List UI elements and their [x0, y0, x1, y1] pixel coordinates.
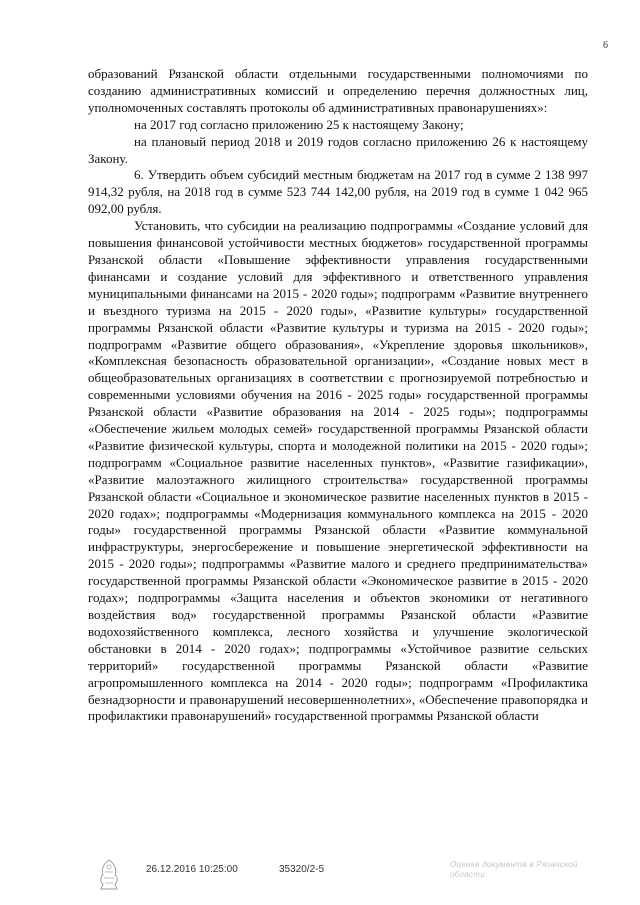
paragraph: 6. Утвердить объем субсидий местным бюджетам на 2017 год в сумме 2 138 997 914,32 рубля, на 2018 год в сумме 523 744 142,00 рубля, на 2019 год в сумме 1 042 965 092,00 рубля.	[88, 167, 588, 217]
paragraph: Установить, что субсидии на реализацию подпрограммы «Создание условий для повышения финансовой устойчивости местных бюджетов» государственной программы Рязанской области «Повышение эффективности управления государственными финансами и создание условий для эффективного и ответственного управления муниципальными финансами на 2015 - 2020 годы»; подпрограмм «Развитие внутреннего и въездного туризма на 2015 - 2020 годы», «Развитие культуры» государственной программы Рязанской области «Развитие культуры и туризма на 2015 - 2020 годы»; подпрограмм «Развитие общего образования», «Укрепление здоровья школьников», «Комплексная безопасность образовательной организации», «Создание новых мест в общеобразовательных организациях в соответствии с прогнозируемой потребностью и современными условиями обучения на 2016 - 2025 годы» государственной программы Рязанской области «Развитие образования на 2014 - 2025 годы»; подпрограммы «Обеспечение жильем молодых семей» государственной программы Рязанской области «Развитие физической культуры, спорта и молодежной политики на 2015 - 2020 годы»; подпрограмм «Социальное развитие населенных пунктов», «Развитие газификации», «Развитие малоэтажного жилищного строительства» государственной программы Рязанской области «Социальное и экономическое развитие населенных пунктов в 2015 - 2020 годах»; подпрограммы «Модернизация коммунального комплекса на 2015 - 2020 годы» государственной программы Рязанской области «Развитие коммунальной инфраструктуры, энергосбережение и повышение энергетической эффективности на 2015 - 2020 годы»; подпрограммы «Развитие малого и среднего предпринимательства» государственной программы Рязанской области «Экономическое развитие в 2015 - 2020 годах»; подпрограммы «Защита населения и объектов экономики от негативного воздействия вод» государственной программы Рязанской области «Развитие водохозяйственного комплекса, лесного хозяйства и улучшение экологической обстановки в 2014 - 2020 годах»; подпрограммы «Устойчивое развитие сельских территорий» государственной программы Рязанской области «Развитие агропромышленного комплекса на 2014 - 2020 годы»; подпрограмм «Профилактика безнадзорности и правонарушений несовершеннолетних», «Обеспечение правопорядка и профилактики правонарушений» государственной программы Рязанской области	[88, 218, 588, 724]
paragraph: на плановый период 2018 и 2019 годов согласно приложению 26 к настоящему Закону.	[88, 133, 588, 166]
footer-timestamp: 26.12.2016 10:25:00	[146, 864, 238, 875]
page-number: 6	[603, 40, 608, 51]
footer-doc-code: 35320/2-5	[279, 864, 325, 875]
paragraph: на 2017 год согласно приложению 25 к настоящему Закону;	[134, 116, 464, 132]
emblem-stamp-icon	[96, 858, 122, 892]
watermark: Оценка документа в Рязанской области	[450, 860, 578, 879]
document-body	[88, 66, 588, 725]
paragraph: образований Рязанской области отдельными государственными полномочиями по созданию административных комиссий и определению перечня должностных лиц, уполномоченных составлять протоколы об административных правонарушениях»:	[88, 66, 588, 115]
document-footer	[96, 856, 616, 896]
